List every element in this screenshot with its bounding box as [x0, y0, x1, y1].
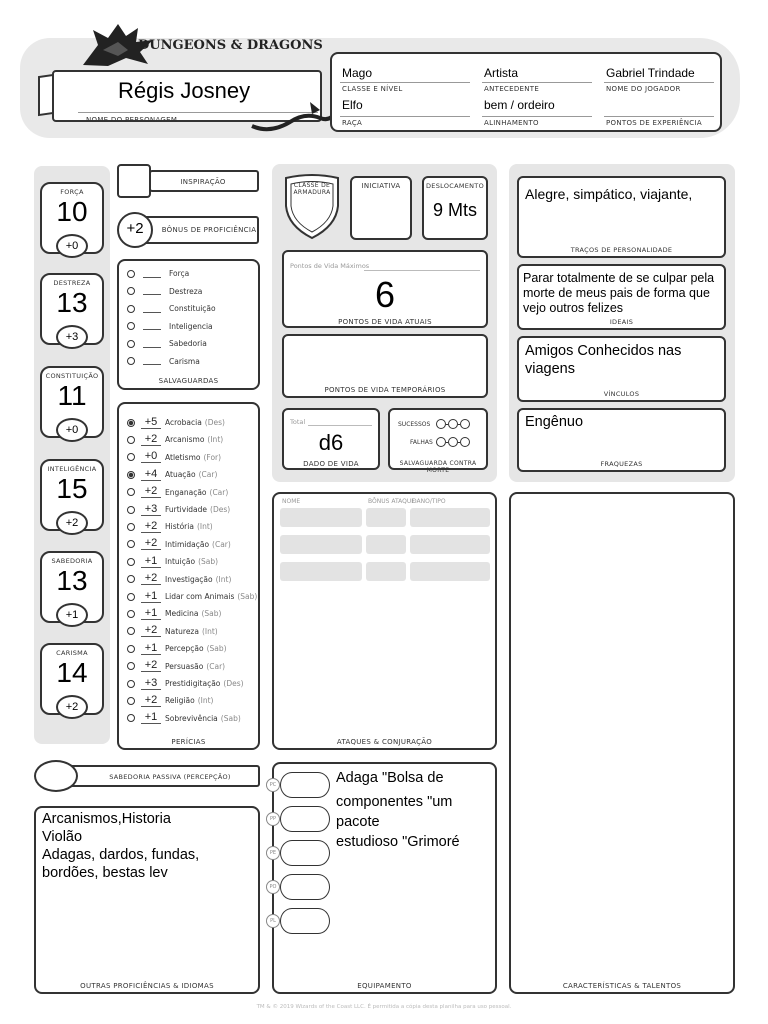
- ability-name: CONSTITUIÇÃO: [45, 372, 99, 380]
- death-fail-1[interactable]: [436, 437, 446, 447]
- save-prof-circle[interactable]: [127, 340, 135, 348]
- coin-label: PP: [266, 812, 280, 826]
- alignment-label: ALINHAMENTO: [484, 119, 539, 127]
- skill-row[interactable]: [127, 675, 244, 692]
- skill-prof-circle[interactable]: [127, 714, 135, 722]
- skill-ability: (For): [203, 452, 222, 462]
- bonds-label: VÍNCULOS: [603, 390, 640, 398]
- skill-ability: (Sab): [201, 609, 222, 619]
- skill-name: Atuação: [165, 470, 196, 480]
- flaws-label: FRAQUEZAS: [600, 460, 643, 468]
- inspiration-box: [117, 164, 260, 198]
- speed-value[interactable]: 9 Mts: [432, 200, 477, 220]
- proficiencies-box: [34, 806, 260, 994]
- skill-ability: (Int): [215, 574, 232, 584]
- skill-row[interactable]: [127, 431, 223, 448]
- attack-1-damage[interactable]: [410, 508, 490, 527]
- logo-text: DUNGEONS & DRAGONS: [138, 38, 323, 53]
- save-value[interactable]: [143, 287, 161, 295]
- skill-name: Intuição: [165, 557, 196, 567]
- equipment-line: Adaga "Bolsa de: [336, 770, 444, 786]
- xp-label: PONTOS DE EXPERIÊNCIA: [606, 119, 702, 127]
- attacks-box: [272, 492, 497, 750]
- ability-name: CARISMA: [56, 649, 88, 657]
- skill-prof-circle[interactable]: [127, 453, 135, 461]
- skill-ability: (Car): [198, 470, 218, 480]
- skill-ability: (Sab): [237, 592, 258, 601]
- skill-prof-circle[interactable]: [127, 506, 135, 514]
- inspiration-label: INSPIRAÇÃO: [180, 178, 226, 186]
- skill-row[interactable]: [127, 692, 213, 709]
- alignment[interactable]: bem / ordeiro: [484, 98, 555, 112]
- skill-name: Enganação: [165, 487, 207, 497]
- class-level-label: CLASSE E NÍVEL: [342, 85, 403, 93]
- skills-title: PERÍCIAS: [171, 738, 206, 746]
- ability-score[interactable]: 11: [57, 380, 87, 411]
- inspiration-value[interactable]: [121, 170, 147, 192]
- skill-prof-circle[interactable]: [127, 523, 135, 531]
- coin-field[interactable]: [280, 772, 330, 798]
- save-prof-circle[interactable]: [127, 287, 135, 295]
- save-name: Sabedoria: [169, 339, 207, 348]
- proficiencies-text[interactable]: [42, 810, 199, 882]
- skill-prof-circle[interactable]: [127, 593, 135, 601]
- ideals-text[interactable]: Parar totalmente de se culpar pela morte de meus pais de forma que vejo outros felizes: [523, 271, 715, 315]
- coin-label: PL: [266, 914, 280, 928]
- traits-text[interactable]: Alegre, simpático, viajante,: [525, 186, 693, 202]
- skill-prof-circle[interactable]: [127, 436, 135, 444]
- proficiency-line: Adagas, dardos, fundas,: [42, 847, 200, 863]
- ability-block: [40, 459, 104, 549]
- coin-field[interactable]: [280, 840, 330, 866]
- save-row[interactable]: [127, 304, 216, 313]
- ability-modifier[interactable]: +2: [65, 517, 79, 529]
- skill-name: Intimidação: [165, 539, 210, 549]
- proficiency-line: Arcanismos,Historia: [42, 811, 171, 827]
- equipment-label: EQUIPAMENTO: [357, 982, 412, 990]
- ability-modifier[interactable]: +0: [65, 240, 79, 252]
- skill-row[interactable]: [127, 484, 228, 501]
- skill-row[interactable]: [127, 553, 218, 570]
- attacks-col-bonus: BÔNUS ATAQUE: [368, 498, 416, 505]
- proficiency-label: BÔNUS DE PROFICIÊNCIA: [161, 226, 257, 234]
- skill-name: Lidar com Animais: [165, 592, 235, 601]
- skill-ability: (Des): [204, 418, 225, 427]
- ability-block: [40, 273, 104, 363]
- hp-current-label: PONTOS DE VIDA ATUAIS: [338, 318, 432, 326]
- skill-name: Religião: [165, 696, 195, 706]
- bonds-box: [517, 336, 726, 402]
- skill-row[interactable]: [127, 658, 225, 675]
- skill-row[interactable]: [127, 449, 221, 466]
- skill-row[interactable]: [127, 466, 217, 483]
- attack-2-damage[interactable]: [410, 535, 490, 554]
- ability-modifier[interactable]: +1: [65, 609, 79, 621]
- skill-ability: (Car): [209, 487, 229, 497]
- ability-name: INTELIGÊNCIA: [47, 465, 97, 473]
- skill-prof-circle[interactable]: [127, 419, 135, 427]
- save-row[interactable]: [127, 339, 207, 348]
- death-save-label: SALVAGUARDA CONTRA MORTE: [399, 460, 477, 474]
- player-name-label: NOME DO JOGADOR: [606, 85, 681, 93]
- hit-dice-total-label: Total: [290, 418, 306, 426]
- skill-row[interactable]: [127, 501, 230, 518]
- ability-block: [40, 643, 104, 733]
- skill-prof-circle[interactable]: [127, 610, 135, 618]
- skill-value[interactable]: +2: [141, 521, 161, 533]
- attack-3-name[interactable]: [280, 562, 362, 581]
- save-row[interactable]: [127, 287, 202, 296]
- hp-current-value[interactable]: 6: [374, 274, 396, 315]
- flaws-box: [517, 408, 726, 472]
- skill-row[interactable]: [127, 605, 221, 622]
- skill-row[interactable]: [127, 623, 218, 640]
- skill-value[interactable]: +3: [141, 678, 161, 690]
- save-name: Constituição: [169, 304, 216, 313]
- skill-prof-circle[interactable]: [127, 540, 135, 548]
- save-value[interactable]: [143, 340, 161, 348]
- proficiency-value[interactable]: +2: [126, 220, 144, 237]
- class-level[interactable]: Mago: [342, 66, 373, 80]
- equipment-line: estudioso "Grimoré: [336, 834, 460, 850]
- equipment-line: pacote: [336, 814, 380, 830]
- skill-ability: (Int): [197, 696, 214, 706]
- skill-value[interactable]: +2: [141, 625, 161, 637]
- skill-name: Atletismo: [165, 452, 201, 462]
- traits-box: [517, 176, 726, 258]
- skill-name: Investigação: [165, 574, 213, 584]
- skill-prof-circle[interactable]: [127, 627, 135, 635]
- skill-name: Furtividade: [165, 505, 208, 514]
- skill-ability: (Des): [210, 505, 231, 514]
- skill-value[interactable]: +1: [141, 591, 161, 603]
- death-saves-box: [388, 408, 488, 474]
- save-row[interactable]: [127, 322, 213, 331]
- race[interactable]: Elfo: [342, 98, 363, 112]
- speed-label: DESLOCAMENTO: [426, 182, 484, 190]
- features-box: [509, 492, 735, 994]
- skill-value[interactable]: +3: [141, 504, 161, 516]
- death-fail-circles[interactable]: [436, 437, 470, 447]
- saves-box: [117, 259, 260, 390]
- skill-name: Natureza: [165, 626, 199, 636]
- hit-dice-box: [282, 408, 380, 470]
- ability-name: FORÇA: [60, 188, 84, 196]
- save-prof-circle[interactable]: [127, 322, 135, 330]
- coin-field[interactable]: [280, 908, 330, 934]
- hit-dice-value[interactable]: d6: [318, 430, 344, 455]
- background[interactable]: Artista: [484, 66, 519, 80]
- death-fail-label: FALHAS: [410, 439, 433, 446]
- ability-modifier[interactable]: +2: [65, 701, 79, 713]
- ability-score[interactable]: 15: [56, 473, 88, 504]
- attacks-col-name: NOME: [282, 498, 301, 505]
- ability-score[interactable]: 13: [56, 287, 88, 318]
- info-box: [330, 52, 722, 132]
- attack-3-damage[interactable]: [410, 562, 490, 581]
- ability-score[interactable]: 10: [56, 196, 88, 227]
- skill-prof-circle[interactable]: [127, 558, 135, 566]
- skill-value[interactable]: +4: [141, 469, 161, 481]
- save-prof-circle[interactable]: [127, 357, 135, 365]
- skill-prof-circle[interactable]: [127, 697, 135, 705]
- attack-1-bonus[interactable]: [366, 508, 406, 527]
- proficiencies-label: OUTRAS PROFICIÊNCIAS & IDIOMAS: [80, 982, 214, 990]
- race-label: RAÇA: [342, 119, 363, 127]
- skill-ability: (Sab): [220, 713, 241, 723]
- save-row[interactable]: [127, 357, 200, 366]
- skill-value[interactable]: +1: [141, 643, 161, 655]
- attack-3-bonus[interactable]: [366, 562, 406, 581]
- header: [20, 20, 750, 140]
- skill-name: Prestidigitação: [165, 679, 221, 688]
- skill-value[interactable]: +2: [141, 538, 161, 550]
- skill-name: Persuasão: [165, 661, 204, 671]
- skill-name: História: [165, 522, 194, 532]
- save-value[interactable]: [143, 305, 161, 313]
- ability-block: [40, 182, 104, 272]
- skill-row[interactable]: [127, 640, 227, 657]
- skill-name: Acrobacia: [165, 418, 202, 427]
- hp-temp-label: PONTOS DE VIDA TEMPORÁRIOS: [324, 386, 446, 394]
- hp-max-label: Pontos de Vida Máximos: [290, 262, 370, 270]
- ability-block: [40, 551, 104, 641]
- skill-prof-circle[interactable]: [127, 471, 135, 479]
- footer: TM & © 2019 Wizards of the Coast LLC. É permitida a cópia desta planilha para uso pessoal.: [256, 1004, 512, 1010]
- proficiency-line: Violão: [42, 829, 83, 845]
- skill-value[interactable]: +2: [141, 695, 161, 707]
- bonds-text[interactable]: Amigos Conhecidos nas viagens: [525, 343, 682, 377]
- coin-label: PE: [266, 846, 280, 860]
- proficiency-line: bordões, bestas lev: [42, 865, 168, 881]
- skill-value[interactable]: +2: [141, 434, 161, 446]
- save-value[interactable]: [143, 357, 161, 365]
- coin-field[interactable]: [280, 874, 330, 900]
- skill-value[interactable]: +1: [141, 712, 161, 724]
- ability-score[interactable]: 14: [56, 657, 88, 688]
- skill-value[interactable]: +5: [141, 417, 161, 429]
- equipment-line: componentes "um: [336, 794, 453, 810]
- armor-class-label: CLASSE DE ARMADURA: [293, 182, 331, 196]
- ideals-label: IDEAIS: [609, 318, 634, 326]
- equipment-text[interactable]: [336, 766, 460, 854]
- save-row[interactable]: [127, 269, 189, 278]
- initiative-label: INICIATIVA: [361, 182, 401, 190]
- save-value[interactable]: [143, 270, 161, 278]
- character-name[interactable]: Régis Josney: [118, 78, 251, 103]
- skill-prof-circle[interactable]: [127, 662, 135, 670]
- skill-ability: (Int): [207, 435, 224, 445]
- coin-label: PO: [266, 880, 280, 894]
- skill-ability: (Des): [223, 679, 244, 688]
- background-label: ANTECEDENTE: [484, 85, 540, 93]
- save-name: Força: [169, 269, 190, 278]
- skill-ability: (Sab): [206, 644, 227, 654]
- skill-name: Sobrevivência: [165, 713, 218, 723]
- skill-row[interactable]: [127, 414, 225, 431]
- ideals-box: [517, 264, 726, 330]
- death-success-label: SUCESSOS: [398, 421, 431, 428]
- proficiency-box: [117, 212, 260, 248]
- initiative-box: [350, 176, 412, 240]
- hit-dice-label: DADO DE VIDA: [303, 460, 359, 468]
- flaws-text[interactable]: Engênuo: [525, 414, 584, 430]
- attacks-col-damage: DANO/TIPO: [412, 498, 446, 505]
- coin-field[interactable]: [280, 806, 330, 832]
- death-success-2[interactable]: [448, 419, 458, 429]
- death-success-1[interactable]: [436, 419, 446, 429]
- skill-prof-circle[interactable]: [127, 488, 135, 496]
- skill-prof-circle[interactable]: [127, 575, 135, 583]
- ability-name: SABEDORIA: [51, 557, 93, 565]
- attacks-label: ATAQUES & CONJURAÇÃO: [336, 738, 433, 746]
- skill-row[interactable]: [127, 518, 213, 535]
- ability-modifier[interactable]: +0: [65, 424, 79, 436]
- ability-modifier[interactable]: +3: [65, 331, 79, 343]
- skill-name: Medicina: [165, 609, 199, 619]
- passive-perception: [34, 760, 262, 792]
- save-value[interactable]: [143, 322, 161, 330]
- skill-row[interactable]: [127, 536, 231, 553]
- attack-2-bonus[interactable]: [366, 535, 406, 554]
- save-name: Destreza: [169, 286, 203, 296]
- features-label: CARACTERÍSTICAS & TALENTOS: [562, 982, 682, 990]
- save-name: Carisma: [169, 356, 200, 366]
- save-prof-circle[interactable]: [127, 305, 135, 313]
- death-fail-3[interactable]: [460, 437, 470, 447]
- skill-value[interactable]: +1: [141, 556, 161, 568]
- death-success-3[interactable]: [460, 419, 470, 429]
- dragon-tail-icon: [250, 96, 340, 136]
- skill-ability: (Car): [206, 661, 226, 671]
- ability-name: DESTREZA: [53, 279, 91, 287]
- ability-score[interactable]: 13: [56, 565, 88, 596]
- skill-row[interactable]: [127, 571, 231, 588]
- coin-label: PC: [266, 778, 280, 792]
- skill-name: Arcanismo: [165, 435, 205, 445]
- skill-value[interactable]: +0: [141, 451, 161, 463]
- skill-ability: (Int): [201, 626, 218, 636]
- hp-current-box: [282, 250, 488, 328]
- skill-value[interactable]: +2: [141, 573, 161, 585]
- save-name: Inteligencia: [169, 321, 213, 331]
- passive-label: SABEDORIA PASSIVA (PERCEPÇÃO): [109, 773, 231, 781]
- skill-prof-circle[interactable]: [127, 645, 135, 653]
- skill-row[interactable]: [127, 588, 257, 605]
- skill-value[interactable]: +2: [141, 486, 161, 498]
- skill-name: Percepção: [165, 644, 204, 654]
- hp-temp-box: [282, 334, 488, 398]
- skill-ability: (Car): [212, 539, 231, 549]
- player-name[interactable]: Gabriel Trindade: [606, 66, 695, 80]
- character-name-label: NOME DO PERSONAGEM: [86, 116, 178, 124]
- skill-value[interactable]: +2: [141, 660, 161, 672]
- saves-title: SALVAGUARDAS: [158, 377, 219, 385]
- speed-box: [422, 176, 488, 240]
- traits-label: TRAÇOS DE PERSONALIDADE: [570, 246, 673, 254]
- death-success-circles[interactable]: [436, 419, 470, 429]
- skill-row[interactable]: [127, 710, 241, 727]
- save-prof-circle[interactable]: [127, 270, 135, 278]
- attack-1-name[interactable]: [280, 508, 362, 527]
- ability-block: [40, 366, 104, 456]
- death-fail-2[interactable]: [448, 437, 458, 447]
- skill-value[interactable]: +1: [141, 608, 161, 620]
- attack-2-name[interactable]: [280, 535, 362, 554]
- skill-ability: (Sab): [198, 557, 219, 567]
- skill-prof-circle[interactable]: [127, 680, 135, 688]
- skill-ability: (Int): [196, 522, 213, 532]
